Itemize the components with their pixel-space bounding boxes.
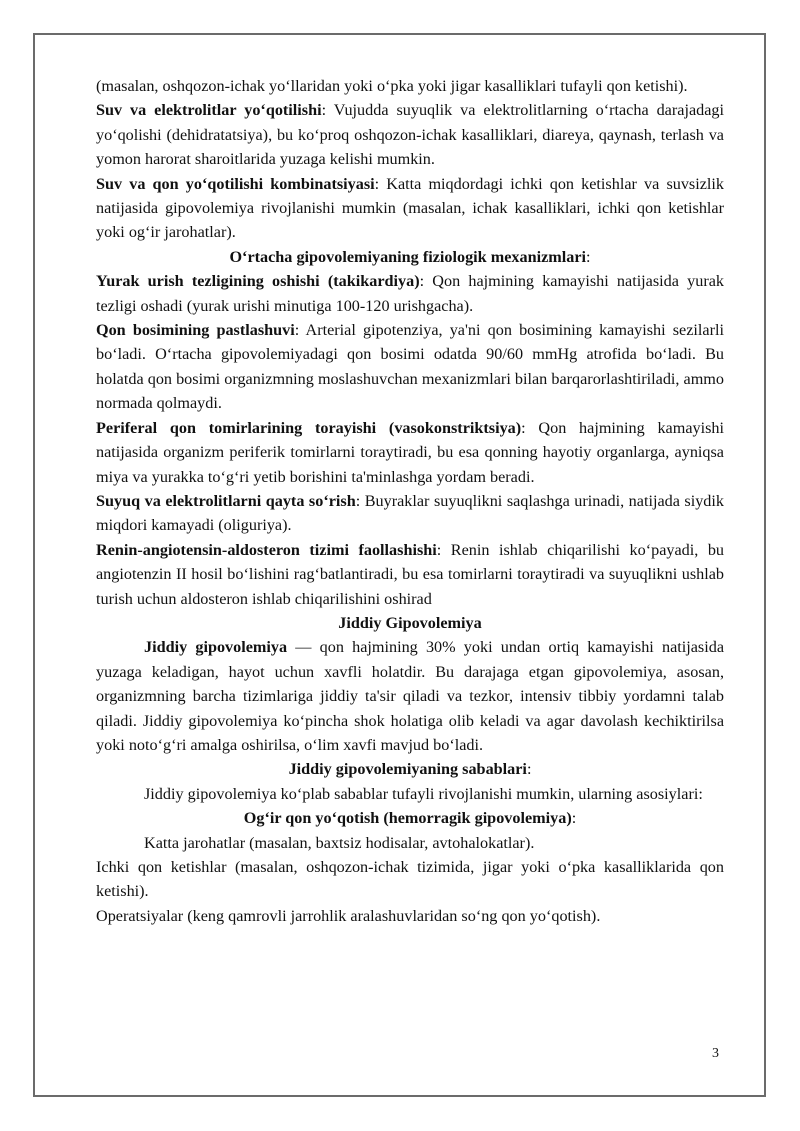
paragraph: Suv va elektrolitlar yo‘qotilishi: Vujudda suyuqlik va elektrolitlarning o‘rtacha darajadagi yo‘qolishi (dehidratatsiya), bu ko‘proq oshqozon-ichak kasalliklari, diareya, qaynash, terlash va yomon harorat sharoitlarida yuzaga kelishi mumkin. (96, 101, 724, 169)
paragraph: Operatsiyalar (keng qamrovli jarrohlik aralashuvlaridan so‘ng qon yo‘qotish). (96, 906, 601, 925)
paragraph: Suyuq va elektrolitlarni qayta so‘rish: Buyraklar suyuqlikni saqlashga urinadi, natijada siydik miqdori kamayadi (oliguriya). (96, 491, 724, 535)
paragraph: Katta jarohatlar (masalan, baxtsiz hodisalar, avtohalokatlar). (144, 833, 535, 852)
paragraph: Renin-angiotensin-aldosteron tizimi faollashishi: Renin ishlab chiqarilishi ko‘payadi, bu angiotenzin II hosil bo‘lishini rag‘batlantiradi, bu esa tomirlarni toraytiradi va suyuqlikni ushlab turish uchun aldosteron ishlab chiqarilishini oshirad (96, 540, 725, 608)
page-number: 3 (712, 1046, 719, 1061)
paragraph: Jiddiy gipovolemiya — qon hajmining 30% yoki undan ortiq kamayishi natijasida yuzaga keladigan, hayot uchun xavfli holatdir. Bu darajaga etgan gipovolemiya, asosan, organizmning barcha tizimlariga jiddiy ta'sir qiladi va tezkor, intensiv tibbiy yordamni talab qiladi. Jiddiy gipovolemiya ko‘pincha shok holatiga olib keladi va agar davolash kechiktirilsa yoki noto‘g‘ri amalga oshirilsa, o‘lim xavfi mavjud bo‘ladi. (96, 638, 725, 754)
section-heading: O‘rtacha gipovolemiyaning fiziologik mexanizmlari: (229, 247, 591, 266)
section-heading: Jiddiy Gipovolemiya (338, 613, 482, 632)
document-body (96, 74, 724, 928)
section-heading: Jiddiy gipovolemiyaning sabablari: (288, 760, 532, 779)
paragraph: Ichki qon ketishlar (masalan, oshqozon-ichak tizimida, jigar yoki o‘pka kasalliklarida qon ketishi). (96, 858, 724, 901)
paragraph: Yurak urish tezligining oshishi (takikardiya): Qon hajmining kamayishi natijasida yurak tezligi oshadi (yurak urishi minutiga 100-120 urishgacha). (96, 272, 724, 315)
paragraph: Jiddiy gipovolemiya ko‘plab sabablar tufayli rivojlanishi mumkin, ularning asosiylari: (144, 784, 703, 803)
paragraph: Qon bosimining pastlashuvi: Arterial gipotenziya, ya'ni qon bosimining kamayishi sezilarli bo‘ladi. O‘rtacha gipovolemiyadagi qon bosimi odatda 90/60 mmHg atrofida bo‘ladi. Bu holatda qon bosimi organizmning moslashuvchan mexanizmlari bilan barqarorlashtiriladi, ammo normada qolmaydi. (96, 321, 724, 413)
section-heading: Og‘ir qon yo‘qotish (hemorragik gipovolemiya): (243, 809, 577, 828)
paragraph: (masalan, oshqozon-ichak yo‘llaridan yoki o‘pka yoki jigar kasalliklari tufayli qon ketishi). (96, 77, 688, 95)
paragraph: Suv va qon yo‘qotilishi kombinatsiyasi: Katta miqdordagi ichki qon ketishlar va suvsizlik natijasida gipovolemiya rivojlanishi mumkin (masalan, ichak kasalliklari, ichki qon ketishlar yoki og‘ir jarohatlar). (96, 174, 725, 242)
paragraph: Periferal qon tomirlarining torayishi (vasokonstriktsiya): Qon hajmining kamayishi natijasida organizm periferik tomirlarni toraytiradi, bu esa qonning hayotiy organlarga, ayniqsa miya va yurakka to‘g‘ri yetib borishini ta'minlashga yordam beradi. (96, 418, 725, 486)
